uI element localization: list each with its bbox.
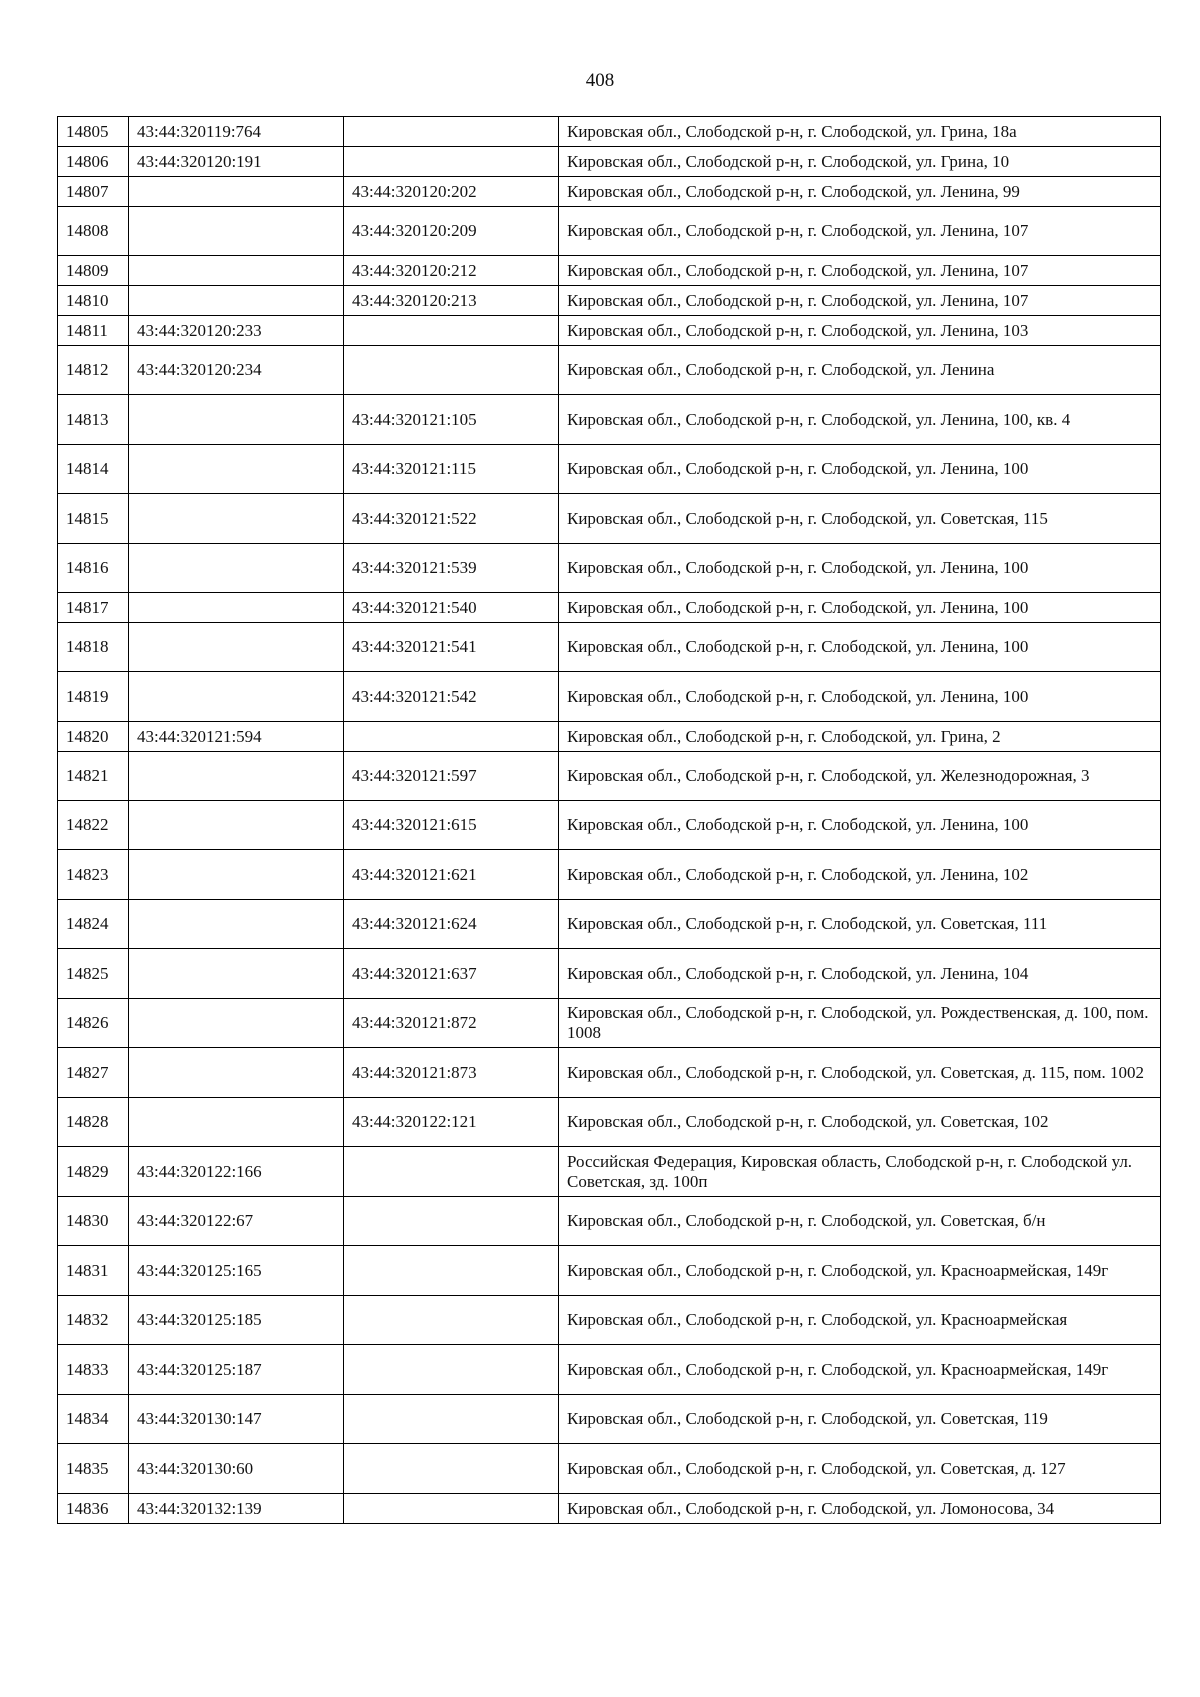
cadastral-number-land-cell: 43:44:320125:185 bbox=[129, 1296, 344, 1345]
cadastral-number-building-cell bbox=[344, 1444, 559, 1494]
row-number-cell: 14836 bbox=[58, 1494, 129, 1524]
cadastral-number-building-cell: 43:44:320120:202 bbox=[344, 177, 559, 207]
cadastral-number-land-cell: 43:44:320122:67 bbox=[129, 1197, 344, 1246]
cadastral-number-building-cell: 43:44:320121:542 bbox=[344, 672, 559, 722]
table-row bbox=[58, 1048, 1161, 1098]
row-number-cell: 14808 bbox=[58, 207, 129, 256]
table-row bbox=[58, 207, 1161, 256]
address-cell: Кировская обл., Слободской р-н, г. Слободской, ул. Ленина, 100 bbox=[559, 623, 1161, 672]
cadastral-number-land-cell: 43:44:320119:764 bbox=[129, 117, 344, 147]
cadastral-number-building-cell: 43:44:320121:615 bbox=[344, 801, 559, 850]
row-number-cell: 14811 bbox=[58, 316, 129, 346]
cadastral-number-building-cell bbox=[344, 1296, 559, 1345]
table-row bbox=[58, 801, 1161, 850]
cadastral-number-land-cell bbox=[129, 999, 344, 1048]
cadastral-number-building-cell: 43:44:320122:121 bbox=[344, 1098, 559, 1147]
row-number-cell: 14813 bbox=[58, 395, 129, 445]
table-row bbox=[58, 999, 1161, 1048]
address-cell: Кировская обл., Слободской р-н, г. Слободской, ул. Рождественская, д. 100, пом. 1008 bbox=[559, 999, 1161, 1048]
cadastral-number-building-cell bbox=[344, 147, 559, 177]
cadastral-number-land-cell: 43:44:320120:191 bbox=[129, 147, 344, 177]
row-number-cell: 14829 bbox=[58, 1147, 129, 1197]
address-cell: Кировская обл., Слободской р-н, г. Слободской, ул. Ленина bbox=[559, 346, 1161, 395]
table-row bbox=[58, 1197, 1161, 1246]
table-row bbox=[58, 722, 1161, 752]
cadastral-number-building-cell bbox=[344, 1494, 559, 1524]
cadastral-number-land-cell: 43:44:320130:147 bbox=[129, 1395, 344, 1444]
cadastral-number-land-cell bbox=[129, 900, 344, 949]
address-cell: Кировская обл., Слободской р-н, г. Слободской, ул. Ленина, 107 bbox=[559, 207, 1161, 256]
cadastral-number-land-cell: 43:44:320121:594 bbox=[129, 722, 344, 752]
row-number-cell: 14815 bbox=[58, 494, 129, 544]
table-row bbox=[58, 1395, 1161, 1444]
cadastral-number-building-cell bbox=[344, 1345, 559, 1395]
cadastral-number-land-cell: 43:44:320122:166 bbox=[129, 1147, 344, 1197]
row-number-cell: 14832 bbox=[58, 1296, 129, 1345]
table-row bbox=[58, 346, 1161, 395]
cadastral-number-land-cell: 43:44:320120:234 bbox=[129, 346, 344, 395]
table-row bbox=[58, 623, 1161, 672]
table-row bbox=[58, 949, 1161, 999]
cadastral-number-building-cell bbox=[344, 1147, 559, 1197]
cadastral-number-building-cell: 43:44:320121:522 bbox=[344, 494, 559, 544]
cadastral-number-building-cell bbox=[344, 316, 559, 346]
cadastral-number-land-cell: 43:44:320130:60 bbox=[129, 1444, 344, 1494]
cadastral-number-land-cell bbox=[129, 544, 344, 593]
cadastral-number-land-cell bbox=[129, 801, 344, 850]
cadastral-number-building-cell: 43:44:320121:872 bbox=[344, 999, 559, 1048]
cadastral-number-building-cell: 43:44:320121:541 bbox=[344, 623, 559, 672]
row-number-cell: 14825 bbox=[58, 949, 129, 999]
cadastral-number-building-cell bbox=[344, 722, 559, 752]
address-cell: Кировская обл., Слободской р-н, г. Слободской, ул. Советская, 115 bbox=[559, 494, 1161, 544]
table-row bbox=[58, 117, 1161, 147]
address-cell: Кировская обл., Слободской р-н, г. Слободской, ул. Грина, 2 bbox=[559, 722, 1161, 752]
address-cell: Кировская обл., Слободской р-н, г. Слободской, ул. Красноармейская bbox=[559, 1296, 1161, 1345]
table-row bbox=[58, 395, 1161, 445]
cadastral-number-land-cell: 43:44:320120:233 bbox=[129, 316, 344, 346]
table-row bbox=[58, 286, 1161, 316]
row-number-cell: 14820 bbox=[58, 722, 129, 752]
address-cell: Кировская обл., Слободской р-н, г. Слободской, ул. Ленина, 100 bbox=[559, 544, 1161, 593]
table-row bbox=[58, 147, 1161, 177]
cadastral-number-building-cell: 43:44:320121:621 bbox=[344, 850, 559, 900]
row-number-cell: 14823 bbox=[58, 850, 129, 900]
table-row bbox=[58, 316, 1161, 346]
row-number-cell: 14805 bbox=[58, 117, 129, 147]
cadastral-number-land-cell bbox=[129, 672, 344, 722]
cadastral-number-building-cell bbox=[344, 1246, 559, 1296]
page-number: 408 bbox=[585, 70, 615, 91]
table-row bbox=[58, 850, 1161, 900]
table-row bbox=[58, 1296, 1161, 1345]
cadastral-number-building-cell bbox=[344, 346, 559, 395]
row-number-cell: 14833 bbox=[58, 1345, 129, 1395]
row-number-cell: 14817 bbox=[58, 593, 129, 623]
row-number-cell: 14806 bbox=[58, 147, 129, 177]
cadastral-number-land-cell bbox=[129, 494, 344, 544]
row-number-cell: 14834 bbox=[58, 1395, 129, 1444]
cadastral-number-land-cell bbox=[129, 752, 344, 801]
table-row bbox=[58, 544, 1161, 593]
table-row bbox=[58, 1098, 1161, 1147]
address-cell: Кировская обл., Слободской р-н, г. Слободской, ул. Ленина, 100, кв. 4 bbox=[559, 395, 1161, 445]
cadastral-number-land-cell: 43:44:320125:165 bbox=[129, 1246, 344, 1296]
cadastral-number-building-cell bbox=[344, 117, 559, 147]
table-row bbox=[58, 1246, 1161, 1296]
row-number-cell: 14822 bbox=[58, 801, 129, 850]
cadastral-number-land-cell bbox=[129, 593, 344, 623]
address-cell: Кировская обл., Слободской р-н, г. Слободской, ул. Красноармейская, 149г bbox=[559, 1345, 1161, 1395]
property-registry-table bbox=[57, 116, 1161, 1524]
cadastral-number-land-cell bbox=[129, 177, 344, 207]
cadastral-number-building-cell: 43:44:320120:212 bbox=[344, 256, 559, 286]
address-cell: Кировская обл., Слободской р-н, г. Слободской, ул. Советская, б/н bbox=[559, 1197, 1161, 1246]
table-row bbox=[58, 1345, 1161, 1395]
cadastral-number-land-cell bbox=[129, 949, 344, 999]
row-number-cell: 14819 bbox=[58, 672, 129, 722]
cadastral-number-land-cell: 43:44:320132:139 bbox=[129, 1494, 344, 1524]
address-cell: Кировская обл., Слободской р-н, г. Слободской, ул. Грина, 10 bbox=[559, 147, 1161, 177]
address-cell: Кировская обл., Слободской р-н, г. Слободской, ул. Советская, 102 bbox=[559, 1098, 1161, 1147]
table-row bbox=[58, 1444, 1161, 1494]
row-number-cell: 14835 bbox=[58, 1444, 129, 1494]
address-cell: Кировская обл., Слободской р-н, г. Слободской, ул. Грина, 18а bbox=[559, 117, 1161, 147]
table-row bbox=[58, 593, 1161, 623]
address-cell: Кировская обл., Слободской р-н, г. Слободской, ул. Ломоносова, 34 bbox=[559, 1494, 1161, 1524]
address-cell: Российская Федерация, Кировская область, Слободской р-н, г. Слободской ул. Советская, зд. 100п bbox=[559, 1147, 1161, 1197]
cadastral-number-land-cell bbox=[129, 395, 344, 445]
row-number-cell: 14828 bbox=[58, 1098, 129, 1147]
row-number-cell: 14810 bbox=[58, 286, 129, 316]
table-row bbox=[58, 1494, 1161, 1524]
row-number-cell: 14812 bbox=[58, 346, 129, 395]
row-number-cell: 14824 bbox=[58, 900, 129, 949]
address-cell: Кировская обл., Слободской р-н, г. Слободской, ул. Ленина, 102 bbox=[559, 850, 1161, 900]
cadastral-number-land-cell bbox=[129, 1098, 344, 1147]
cadastral-number-building-cell bbox=[344, 1395, 559, 1444]
address-cell: Кировская обл., Слободской р-н, г. Слободской, ул. Железнодорожная, 3 bbox=[559, 752, 1161, 801]
address-cell: Кировская обл., Слободской р-н, г. Слободской, ул. Ленина, 104 bbox=[559, 949, 1161, 999]
cadastral-number-building-cell: 43:44:320121:539 bbox=[344, 544, 559, 593]
table-row bbox=[58, 445, 1161, 494]
row-number-cell: 14807 bbox=[58, 177, 129, 207]
table-row bbox=[58, 672, 1161, 722]
row-number-cell: 14830 bbox=[58, 1197, 129, 1246]
address-cell: Кировская обл., Слободской р-н, г. Слободской, ул. Советская, 111 bbox=[559, 900, 1161, 949]
table-row bbox=[58, 900, 1161, 949]
row-number-cell: 14816 bbox=[58, 544, 129, 593]
cadastral-number-building-cell: 43:44:320120:209 bbox=[344, 207, 559, 256]
row-number-cell: 14831 bbox=[58, 1246, 129, 1296]
row-number-cell: 14818 bbox=[58, 623, 129, 672]
row-number-cell: 14827 bbox=[58, 1048, 129, 1098]
address-cell: Кировская обл., Слободской р-н, г. Слободской, ул. Ленина, 100 bbox=[559, 445, 1161, 494]
cadastral-number-land-cell bbox=[129, 1048, 344, 1098]
cadastral-number-land-cell bbox=[129, 850, 344, 900]
cadastral-number-building-cell: 43:44:320120:213 bbox=[344, 286, 559, 316]
cadastral-number-land-cell bbox=[129, 623, 344, 672]
address-cell: Кировская обл., Слободской р-н, г. Слободской, ул. Ленина, 100 bbox=[559, 801, 1161, 850]
cadastral-number-building-cell: 43:44:320121:540 bbox=[344, 593, 559, 623]
address-cell: Кировская обл., Слободской р-н, г. Слободской, ул. Ленина, 107 bbox=[559, 286, 1161, 316]
row-number-cell: 14809 bbox=[58, 256, 129, 286]
cadastral-number-building-cell: 43:44:320121:115 bbox=[344, 445, 559, 494]
address-cell: Кировская обл., Слободской р-н, г. Слободской, ул. Советская, д. 115, пом. 1002 bbox=[559, 1048, 1161, 1098]
row-number-cell: 14821 bbox=[58, 752, 129, 801]
row-number-cell: 14814 bbox=[58, 445, 129, 494]
table-row bbox=[58, 494, 1161, 544]
address-cell: Кировская обл., Слободской р-н, г. Слободской, ул. Советская, 119 bbox=[559, 1395, 1161, 1444]
cadastral-number-land-cell: 43:44:320125:187 bbox=[129, 1345, 344, 1395]
table-body bbox=[58, 117, 1161, 1524]
cadastral-number-building-cell bbox=[344, 1197, 559, 1246]
table-row bbox=[58, 1147, 1161, 1197]
cadastral-number-land-cell bbox=[129, 445, 344, 494]
cadastral-number-building-cell: 43:44:320121:105 bbox=[344, 395, 559, 445]
table-row bbox=[58, 256, 1161, 286]
address-cell: Кировская обл., Слободской р-н, г. Слободской, ул. Ленина, 99 bbox=[559, 177, 1161, 207]
cadastral-number-building-cell: 43:44:320121:637 bbox=[344, 949, 559, 999]
cadastral-number-land-cell bbox=[129, 256, 344, 286]
cadastral-number-land-cell bbox=[129, 286, 344, 316]
address-cell: Кировская обл., Слободской р-н, г. Слободской, ул. Советская, д. 127 bbox=[559, 1444, 1161, 1494]
cadastral-number-building-cell: 43:44:320121:873 bbox=[344, 1048, 559, 1098]
address-cell: Кировская обл., Слободской р-н, г. Слободской, ул. Ленина, 107 bbox=[559, 256, 1161, 286]
address-cell: Кировская обл., Слободской р-н, г. Слободской, ул. Ленина, 100 bbox=[559, 593, 1161, 623]
cadastral-number-land-cell bbox=[129, 207, 344, 256]
row-number-cell: 14826 bbox=[58, 999, 129, 1048]
cadastral-number-building-cell: 43:44:320121:624 bbox=[344, 900, 559, 949]
address-cell: Кировская обл., Слободской р-н, г. Слободской, ул. Ленина, 100 bbox=[559, 672, 1161, 722]
cadastral-number-building-cell: 43:44:320121:597 bbox=[344, 752, 559, 801]
address-cell: Кировская обл., Слободской р-н, г. Слободской, ул. Ленина, 103 bbox=[559, 316, 1161, 346]
address-cell: Кировская обл., Слободской р-н, г. Слободской, ул. Красноармейская, 149г bbox=[559, 1246, 1161, 1296]
table-row bbox=[58, 752, 1161, 801]
table-row bbox=[58, 177, 1161, 207]
